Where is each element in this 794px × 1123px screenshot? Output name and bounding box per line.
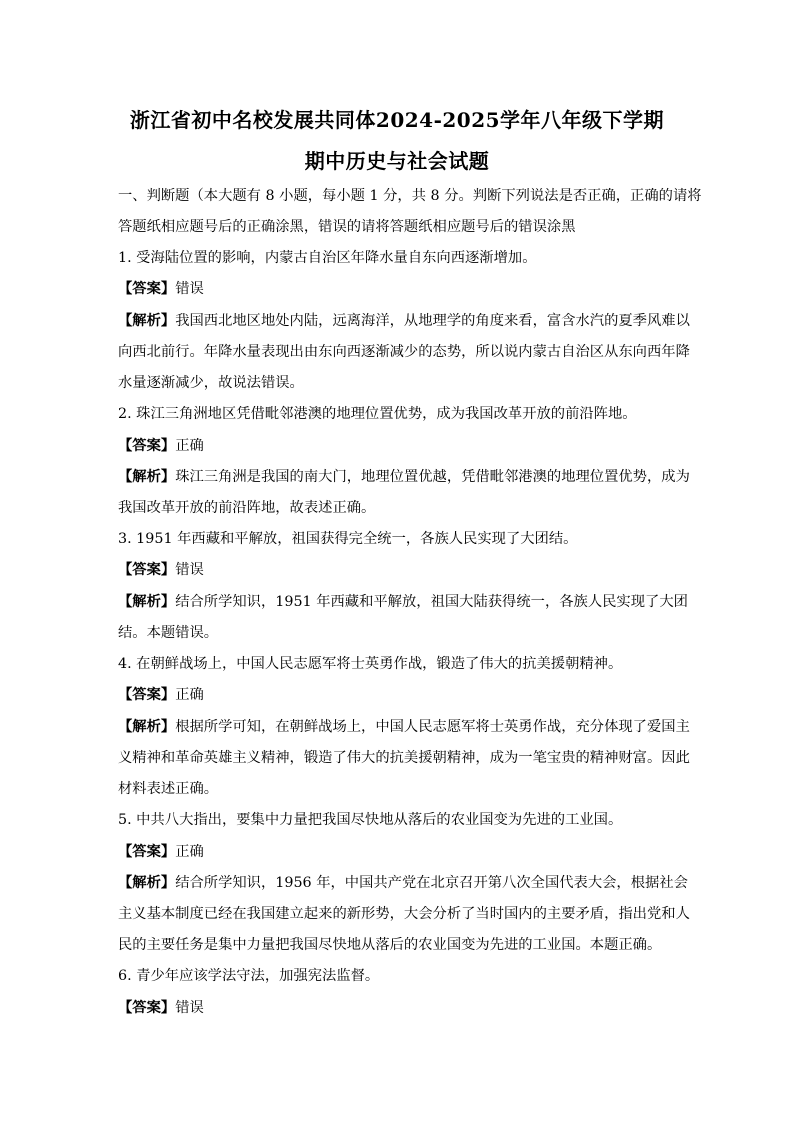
answer-label: 【答案】 — [118, 438, 176, 454]
answer-value: 正确 — [175, 844, 204, 860]
analysis-1-line-3: 水量逐渐减少，故说法错误。 — [118, 375, 304, 391]
answer-1 — [118, 279, 678, 299]
answer-2 — [118, 436, 678, 456]
analysis-3-line-2: 结。本题错误。 — [118, 625, 219, 641]
answer-label: 【答案】 — [118, 562, 176, 578]
analysis-label: 【解析】 — [118, 469, 176, 485]
analysis-2-line-1 — [118, 467, 690, 487]
answer-4 — [118, 685, 678, 705]
analysis-4-line-1 — [118, 717, 690, 737]
analysis-1-line-2: 向西北前行。年降水量表现出由东向西逐渐减少的态势，所以说内蒙古自治区从东向西年降 — [118, 344, 690, 360]
answer-label: 【答案】 — [118, 844, 176, 860]
analysis-1-line-1 — [118, 311, 690, 331]
section-instruction-line-1: 一、判断题（本大题有 8 小题，每小题 1 分，共 8 分。判断下列说法是否正确，正确的请将 — [118, 188, 702, 204]
question-3: 3. 1951 年西藏和平解放，祖国获得完全统一，各族人民实现了大团结。 — [118, 531, 578, 547]
analysis-4-line-3: 材料表述正确。 — [118, 781, 219, 797]
analysis-3-line-1 — [118, 592, 688, 612]
answer-value: 正确 — [175, 687, 204, 703]
answer-label: 【答案】 — [118, 281, 176, 297]
answer-value: 错误 — [175, 1000, 204, 1016]
analysis-text: 结合所学知识，1951 年西藏和平解放，祖国大陆获得统一，各族人民实现了大团 — [175, 594, 688, 610]
analysis-text: 根据所学可知，在朝鲜战场上，中国人民志愿军将士英勇作战，充分体现了爱国主 — [175, 719, 690, 735]
answer-value: 错误 — [175, 281, 204, 297]
answer-value: 错误 — [175, 562, 204, 578]
question-4: 4. 在朝鲜战场上，中国人民志愿军将士英勇作战，锻造了伟大的抗美援朝精神。 — [118, 656, 623, 672]
question-1: 1. 受海陆位置的影响，内蒙古自治区年降水量自东向西逐渐增加。 — [118, 250, 537, 266]
analysis-4-line-2: 义精神和革命英雄主义精神，锻造了伟大的抗美援朝精神，成为一笔宝贵的精神财富。因此 — [118, 750, 690, 766]
section-instruction-line-2: 答题纸相应题号后的正确涂黑，错误的请将答题纸相应题号后的错误涂黑 — [118, 219, 576, 235]
analysis-5-line-2: 主义基本制度已经在我国建立起来的新形势，大会分析了当时国内的主要矛盾，指出党和人 — [118, 906, 690, 922]
question-2: 2. 珠江三角洲地区凭借毗邻港澳的地理位置优势，成为我国改革开放的前沿阵地。 — [118, 406, 637, 422]
analysis-text: 我国西北地区地处内陆，远离海洋，从地理学的角度来看，富含水汽的夏季风难以 — [175, 313, 690, 329]
question-5: 5. 中共八大指出，要集中力量把我国尽快地从落后的农业国变为先进的工业国。 — [118, 812, 623, 828]
analysis-5-line-3: 民的主要任务是集中力量把我国尽快地从落后的农业国变为先进的工业国。本题正确。 — [118, 937, 662, 953]
analysis-text: 结合所学知识，1956 年，中国共产党在北京召开第八次全国代表大会，根据社会 — [175, 875, 688, 891]
document-title-line-1: 浙江省初中名校发展共同体2024-2025学年八年级下学期 — [129, 108, 665, 132]
answer-5 — [118, 842, 678, 862]
analysis-label: 【解析】 — [118, 719, 176, 735]
answer-3 — [118, 560, 678, 580]
document-title-line-2: 期中历史与社会试题 — [304, 149, 490, 173]
analysis-5-line-1 — [118, 873, 688, 893]
question-6: 6. 青少年应该学法守法，加强宪法监督。 — [118, 968, 380, 984]
analysis-2-line-2: 我国改革开放的前沿阵地，故表述正确。 — [118, 500, 376, 516]
analysis-label: 【解析】 — [118, 594, 176, 610]
answer-label: 【答案】 — [118, 687, 176, 703]
answer-value: 正确 — [175, 438, 204, 454]
analysis-label: 【解析】 — [118, 875, 176, 891]
analysis-text: 珠江三角洲是我国的南大门，地理位置优越，凭借毗邻港澳的地理位置优势，成为 — [175, 469, 690, 485]
analysis-label: 【解析】 — [118, 313, 176, 329]
answer-label: 【答案】 — [118, 1000, 176, 1016]
answer-6 — [118, 998, 678, 1018]
